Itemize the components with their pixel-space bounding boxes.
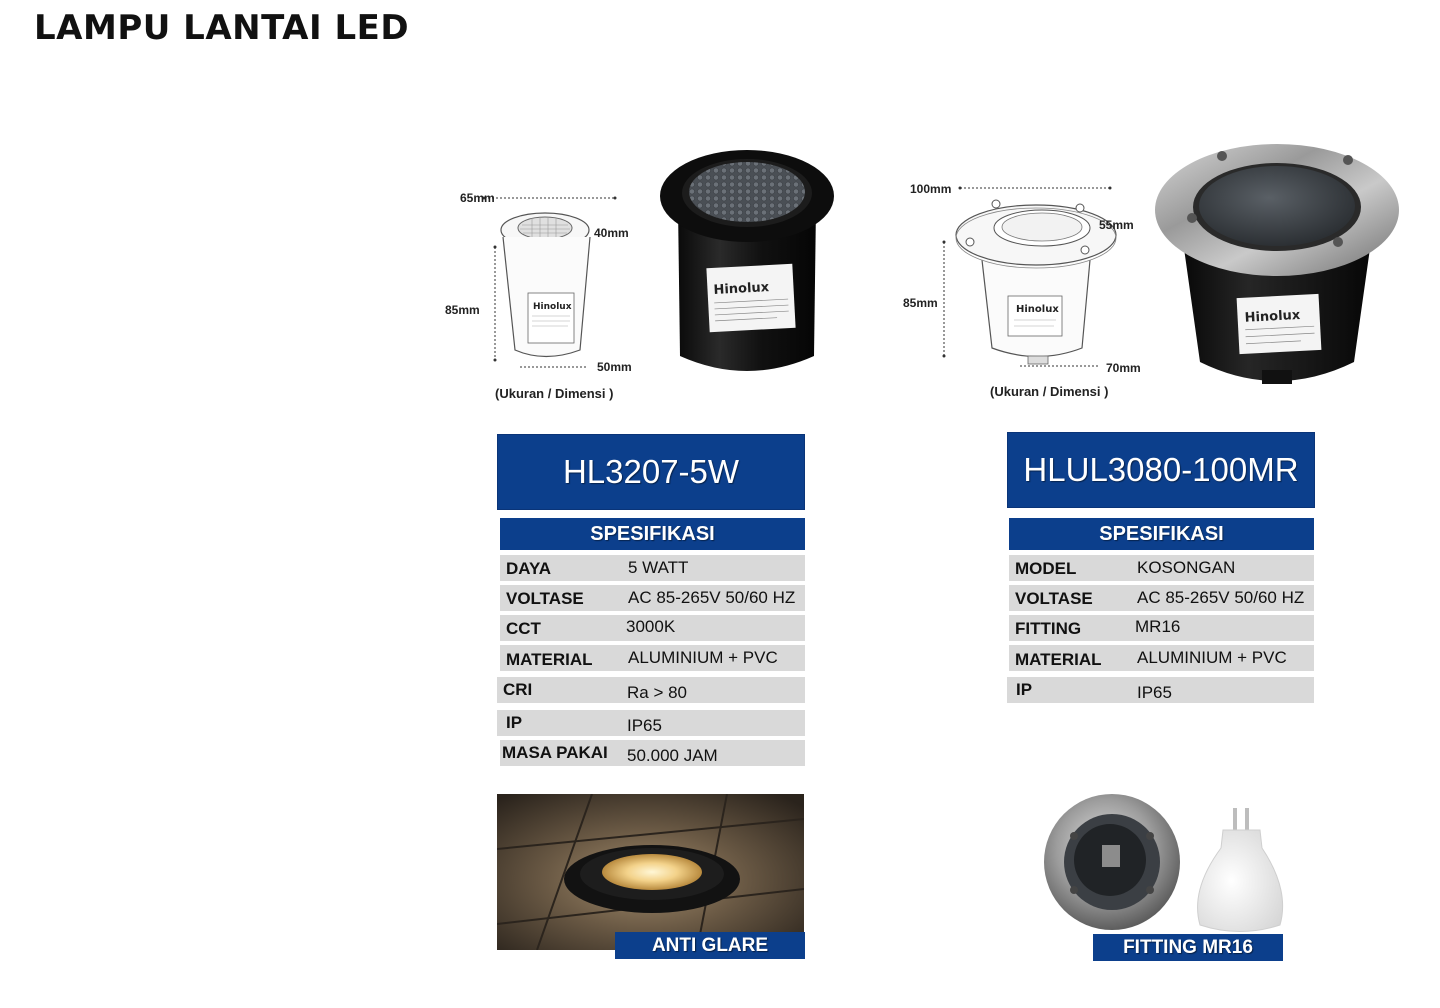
dimension-drawing-2 — [930, 180, 1140, 380]
spec-value: Ra > 80 — [627, 683, 688, 702]
product-photo-1 — [656, 146, 838, 378]
page-title: LAMPU LANTAI LED — [34, 8, 410, 48]
spec-row — [1007, 677, 1314, 703]
spec-row — [500, 740, 805, 766]
installed-photo-1 — [497, 794, 804, 950]
product-photo-2 — [1150, 140, 1404, 388]
spec-row — [500, 615, 805, 641]
spec-row — [500, 555, 805, 581]
dimension-caption-2: (Ukuran / Dimensi ) — [990, 384, 1109, 399]
dim-height-1: 85mm — [445, 303, 480, 317]
spec-row — [1009, 645, 1314, 671]
spec-row — [1009, 555, 1314, 581]
spec-value: 5 WATT — [628, 558, 689, 577]
spec-value: IP65 — [627, 716, 662, 735]
spec-key: CRI — [503, 680, 533, 699]
svg-text:Hinolux: Hinolux — [1244, 307, 1301, 326]
dim-width-bottom-1: 50mm — [597, 360, 632, 374]
dim-inner-1: 40mm — [594, 226, 629, 240]
dim-width-top-2: 100mm — [910, 182, 952, 196]
feature-banner-1: ANTI GLARE — [615, 932, 805, 959]
spec-table-1 — [497, 517, 805, 772]
spec-key: IP — [1016, 680, 1033, 699]
spec-key: VOLTASE — [506, 589, 584, 608]
spec-table-2 — [1007, 517, 1315, 707]
spec-row — [500, 585, 805, 611]
svg-text:Hinolux: Hinolux — [1016, 304, 1059, 315]
dim-width-top-1: 65mm — [460, 191, 495, 205]
dim-width-bottom-2: 70mm — [1106, 361, 1141, 375]
model-title-1: HL3207-5W — [497, 434, 805, 510]
spec-header-2: SPESIFIKASI — [1009, 518, 1314, 550]
spec-value: ALUMINIUM + PVC — [1137, 648, 1287, 667]
spec-value: 50.000 JAM — [627, 746, 718, 765]
feature-banner-2: FITTING MR16 — [1093, 934, 1283, 961]
spec-row — [1009, 615, 1314, 641]
svg-text:Hinolux: Hinolux — [533, 302, 572, 312]
spec-value: IP65 — [1137, 683, 1172, 702]
spec-value: KOSONGAN — [1137, 558, 1236, 577]
spec-header-1: SPESIFIKASI — [500, 518, 805, 550]
spec-key: VOLTASE — [1015, 589, 1093, 608]
spec-value: 3000K — [626, 617, 676, 636]
spec-key: MASA PAKAI — [502, 743, 608, 762]
installed-photo-2 — [1040, 790, 1290, 940]
spec-key: MATERIAL — [1015, 650, 1102, 669]
spec-key: MODEL — [1015, 559, 1077, 578]
dim-inner-2: 55mm — [1099, 218, 1134, 232]
spec-value: AC 85-265V 50/60 HZ — [1137, 588, 1305, 607]
spec-key: IP — [506, 713, 523, 732]
spec-value: AC 85-265V 50/60 HZ — [628, 588, 796, 607]
spec-value: MR16 — [1135, 617, 1181, 636]
spec-row — [500, 645, 805, 671]
spec-row — [1009, 585, 1314, 611]
spec-row — [497, 677, 805, 703]
dimension-drawing-1 — [440, 185, 640, 380]
spec-row — [497, 710, 805, 736]
dim-height-2: 85mm — [903, 296, 938, 310]
model-title-2: HLUL3080-100MR — [1007, 432, 1315, 508]
spec-key: CCT — [506, 619, 541, 638]
spec-key: DAYA — [506, 559, 552, 578]
dimension-caption-1: (Ukuran / Dimensi ) — [495, 386, 614, 401]
spec-key: MATERIAL — [506, 650, 593, 669]
spec-key: FITTING — [1015, 619, 1082, 638]
svg-text:Hinolux: Hinolux — [713, 280, 770, 298]
lamp-outline-icon — [930, 180, 1140, 380]
lamp-outline-icon — [440, 185, 640, 380]
spec-value: ALUMINIUM + PVC — [628, 648, 778, 667]
